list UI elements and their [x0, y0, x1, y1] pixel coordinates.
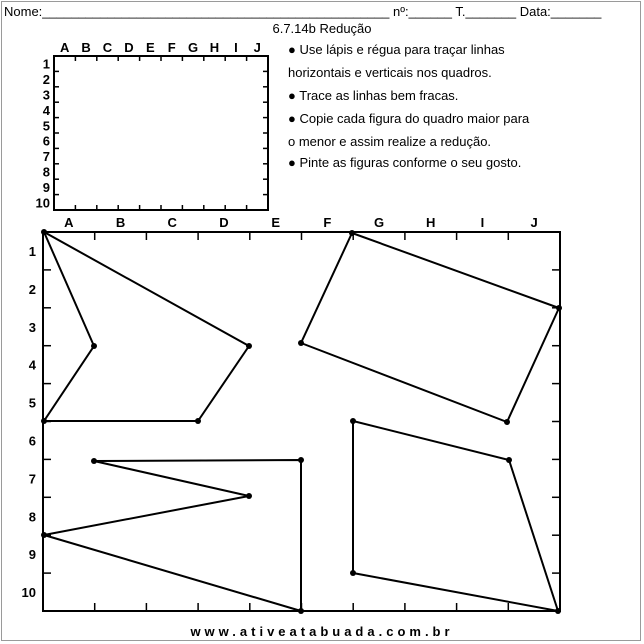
column-label: E [271, 215, 280, 230]
row-label: 7 [42, 149, 50, 165]
instruction-line: horizontais e verticais nos quadros. [288, 65, 492, 80]
vertex-dot [298, 608, 304, 614]
instruction-line: o menor e assim realize a redução. [288, 134, 492, 149]
vertex-dot [350, 418, 356, 424]
column-label: D [219, 215, 229, 230]
column-label: I [480, 215, 485, 230]
website-footer: www.ativeatabuada.com.br [190, 624, 454, 639]
row-label: 4 [28, 357, 36, 373]
vertex-dot [298, 340, 304, 346]
vertex-dot [195, 418, 201, 424]
column-label: H [426, 215, 436, 230]
vertex-dot [350, 570, 356, 576]
vertex-dot [41, 229, 47, 235]
instruction-line: ● Pinte as figuras conforme o seu gosto. [288, 155, 522, 170]
quadrilateral-figure-top-right [301, 233, 559, 422]
vertex-dot [91, 343, 97, 349]
column-label: H [209, 40, 220, 55]
row-label: 7 [28, 471, 36, 487]
row-label: 10 [35, 195, 50, 211]
vertex-dot [349, 230, 355, 236]
row-label: 9 [42, 179, 50, 195]
number-blank[interactable]: ______ [408, 4, 452, 19]
column-label: B [115, 215, 126, 230]
small-grid-labels [36, 40, 261, 210]
date-blank[interactable]: _______ [550, 4, 602, 19]
column-label: G [373, 215, 385, 230]
column-label: I [234, 40, 238, 55]
date-label: Data: [519, 4, 551, 19]
class-blank[interactable]: _______ [465, 4, 517, 19]
vertex-dot [555, 608, 561, 614]
row-label: 1 [28, 243, 36, 259]
row-label: 9 [28, 547, 36, 563]
name-blank[interactable]: ________________________________________________ [42, 4, 390, 19]
vertex-dot [246, 343, 252, 349]
z-figure [44, 460, 301, 611]
column-label: C [102, 40, 113, 55]
vertex-dot [41, 418, 47, 424]
column-label: J [253, 40, 261, 55]
column-label: F [167, 40, 176, 55]
small-grid-border [54, 56, 268, 210]
instruction-line: ● Trace as linhas bem fracas. [288, 88, 459, 103]
row-label: 5 [42, 118, 50, 134]
row-label: 8 [28, 509, 36, 525]
row-label: 1 [42, 56, 50, 72]
column-label: G [188, 40, 199, 55]
small-empty-grid[interactable] [54, 56, 268, 210]
column-label: E [145, 40, 155, 55]
column-label: D [124, 40, 134, 55]
vertex-dot [91, 458, 97, 464]
row-label: 6 [42, 133, 50, 149]
vertex-dot [41, 532, 47, 538]
class-label: T. [455, 4, 466, 19]
vertex-dot [246, 493, 252, 499]
vertex-dot [298, 457, 304, 463]
vertex-dot [506, 457, 512, 463]
column-label: A [60, 40, 70, 55]
number-label: nº: [392, 4, 409, 19]
column-label: F [323, 215, 332, 230]
row-label: 6 [28, 433, 36, 449]
quadrilateral-figure-bottom-right [353, 421, 558, 611]
row-label: 4 [42, 102, 50, 118]
column-label: J [530, 215, 538, 230]
row-label: 10 [21, 585, 36, 601]
figures [44, 232, 559, 611]
worksheet-code: 6.7.14b Redução [272, 21, 372, 36]
vertex-dot [556, 305, 562, 311]
row-label: 2 [42, 72, 50, 88]
column-label: C [167, 215, 177, 230]
name-label: Nome: [4, 4, 43, 19]
row-label: 8 [42, 164, 50, 180]
row-label: 3 [28, 319, 36, 335]
row-label: 5 [28, 395, 36, 411]
row-label: 2 [28, 281, 36, 297]
column-label: A [64, 215, 74, 230]
vertex-dot [504, 419, 510, 425]
instruction-line: ● Copie cada figura do quadro maior para [288, 111, 530, 126]
row-label: 3 [42, 87, 50, 103]
arrow-figure [44, 232, 249, 421]
instruction-line: ● Use lápis e régua para traçar linhas [288, 42, 505, 57]
column-label: B [81, 40, 91, 55]
